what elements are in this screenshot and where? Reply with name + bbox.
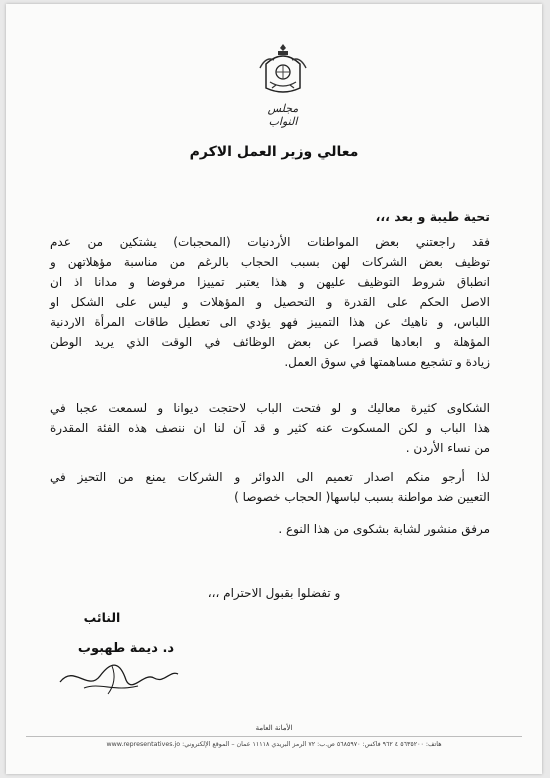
paragraph-line: توظيف بعض الشركات لهن بسبب الحجاب بالرغم من مناسبة مؤهلاتهن و (50, 255, 490, 269)
paragraph-line: مرفق منشور لشابة بشكوى من هذا النوع . (278, 522, 490, 536)
paragraph-complaint (50, 232, 490, 372)
letter-page (6, 4, 542, 774)
paragraph-complaints-many (50, 398, 490, 458)
footer-divider (26, 736, 522, 737)
addressee-heading: معالي وزير العمل الاكرم (189, 144, 359, 160)
paragraph-request (50, 467, 490, 507)
handwritten-signature (54, 652, 184, 702)
paragraph-line: التعيين ضد مواطنة بسبب لباسها( الحجاب خصوصا ) (234, 490, 490, 504)
paragraph-line: من نساء الأردن . (405, 441, 490, 455)
paragraph-line: المؤهلة و ابعادها قصرا عن بعض الوظائف في الوقت الذي يريد الوطن (50, 335, 490, 349)
signatory-title: النائب (83, 610, 121, 625)
paragraph-line: هذا الباب و لكن المسكوت عنه كثير و قد آن لنا ان ننصف هذه الفئة المقدرة (50, 421, 490, 435)
paragraph-line: زيادة و تشجيع مساهمتها في سوق العمل. (284, 355, 490, 369)
closing-line: و تفضلوا بقبول الاحترام ،،، (207, 586, 341, 600)
signatory-name: د. ديمة طهبوب (77, 641, 175, 656)
paragraph-line: لذا أرجو منكم اصدار تعميم الى الدوائر و الشركات يمنع من التحيز في (50, 470, 490, 484)
paragraph-line: اللباس، و ناهيك عن هذا التمييز فهو يؤدي الى تعطيل طاقات المرأة الاردنية (50, 315, 490, 329)
paragraph-line: فقد راجعتني بعض المواطنات الأردنيات (المحجبات) يشتكين من عدم (50, 235, 490, 249)
organization-name: مجلس النواب (267, 102, 299, 128)
footer-logo: الأمانة العامة (255, 724, 293, 732)
paragraph-attachment (50, 519, 490, 539)
coat-of-arms-emblem (256, 42, 310, 96)
greeting: تحية طيبة و بعد ،،، (375, 209, 490, 224)
footer-contact: هاتف: ٥٦٣٥٢٠٠ ٤ ٩٦٢ فاكس: ٥٦٨٥٩٧٠ ص.ب: ٧٢ الرمز البريدي ١١١١٨ عمان – الموقع الإلكتروني: www.representatives.jo (106, 741, 442, 748)
paragraph-line: الاصل الحكم على القدرة و التحصيل و المؤهلات و ليس على الشكل او (50, 295, 490, 309)
paragraph-line: انطباق شروط التوظيف عليهن و هذا يعتبر تمييزا مرفوضا و مدانا اذ ان (50, 275, 490, 289)
paragraph-line: الشكاوى كثيرة معاليك و لو فتحت الباب لاحتجت ديوانا و لسمعت عجبا في (50, 401, 490, 415)
